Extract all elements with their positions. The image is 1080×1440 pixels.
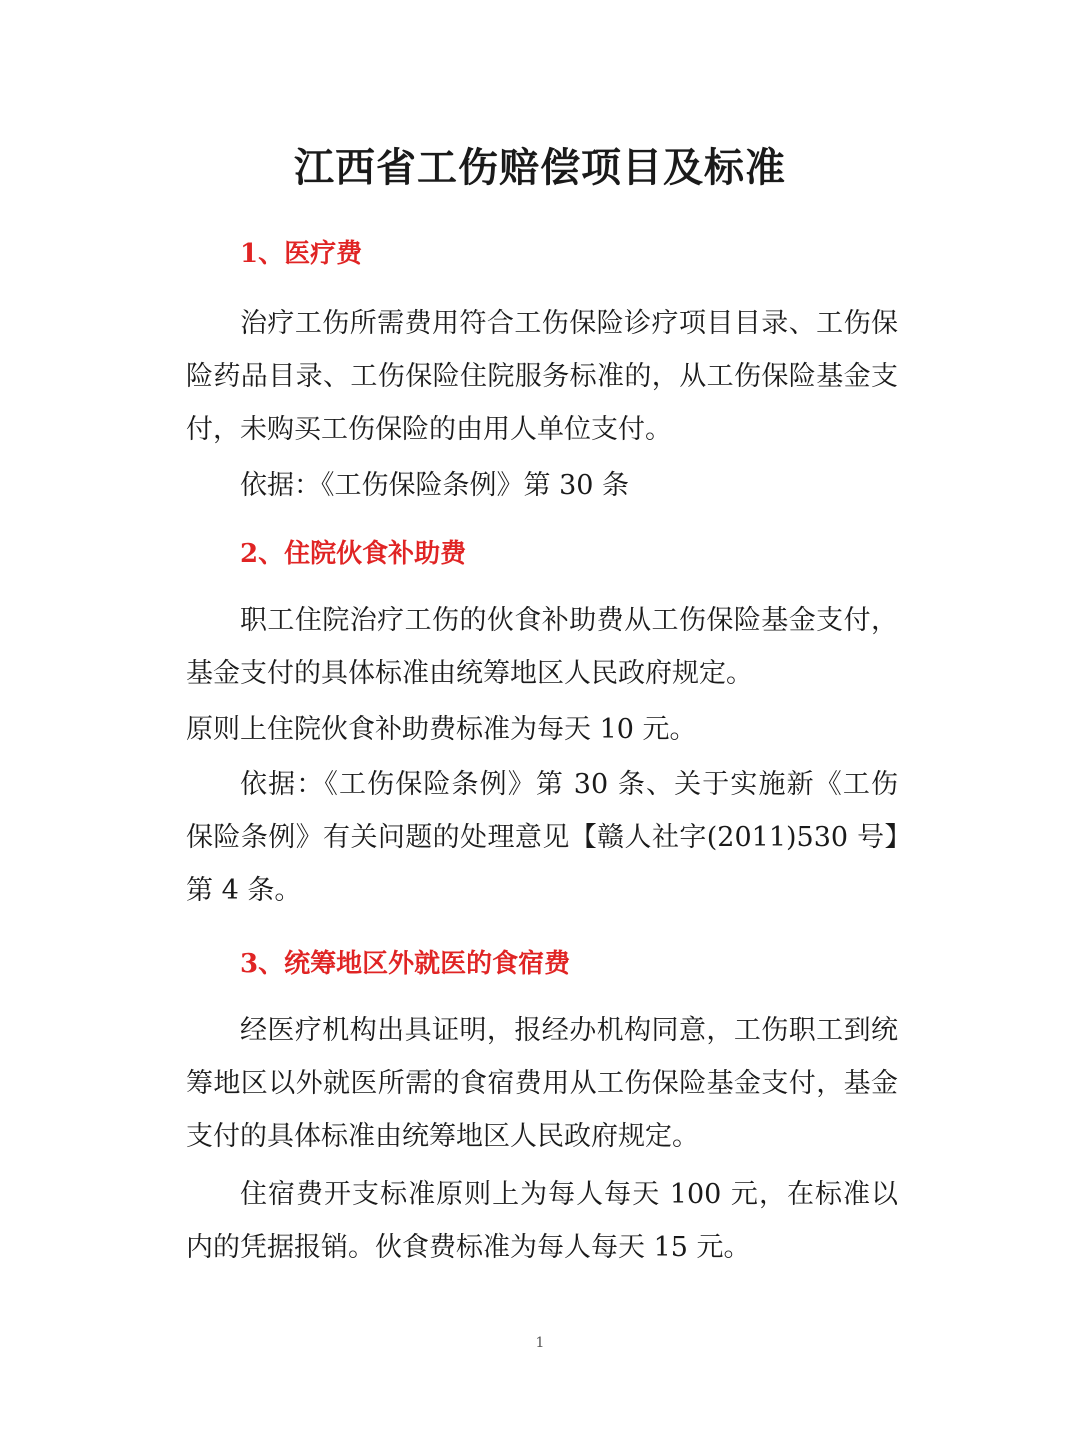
section-basis: 依据：《工伤保险条例》第 30 条 bbox=[240, 470, 630, 501]
page-number: 1 bbox=[535, 1335, 545, 1351]
section-paragraph: 职工住院治疗工伤的伙食补助费从工伤保险基金支付，基金支付的具体标准由统筹地区人民政府规定。 bbox=[186, 605, 898, 689]
section-heading-meal-subsidy: 2、住院伙食补助费 bbox=[240, 539, 467, 569]
section-heading-medical-fee: 1、医疗费 bbox=[240, 239, 363, 269]
section-paragraph: 原则上住院伙食补助费标准为每天 10 元。 bbox=[186, 714, 697, 745]
section-basis: 依据：《工伤保险条例》第 30 条、关于实施新《工伤保险条例》有关问题的处理意见【赣人社字(2011)530 号】第 4 条。 bbox=[186, 769, 898, 906]
section-paragraph: 治疗工伤所需费用符合工伤保险诊疗项目目录、工伤保险药品目录、工伤保险住院服务标准的，从工伤保险基金支付，未购买工伤保险的由用人单位支付。 bbox=[186, 308, 898, 445]
section-paragraph: 经医疗机构出具证明，报经办机构同意，工伤职工到统筹地区以外就医所需的食宿费用从工伤保险基金支付，基金支付的具体标准由统筹地区人民政府规定。 bbox=[186, 1015, 898, 1152]
section-heading-off-site-lodging: 3、统筹地区外就医的食宿费 bbox=[240, 949, 571, 979]
document-title: 江西省工伤赔偿项目及标准 bbox=[294, 144, 786, 191]
section-paragraph: 住宿费开支标准原则上为每人每天 100 元，在标准以内的凭据报销。伙食费标准为每人每天 15 元。 bbox=[186, 1179, 898, 1263]
